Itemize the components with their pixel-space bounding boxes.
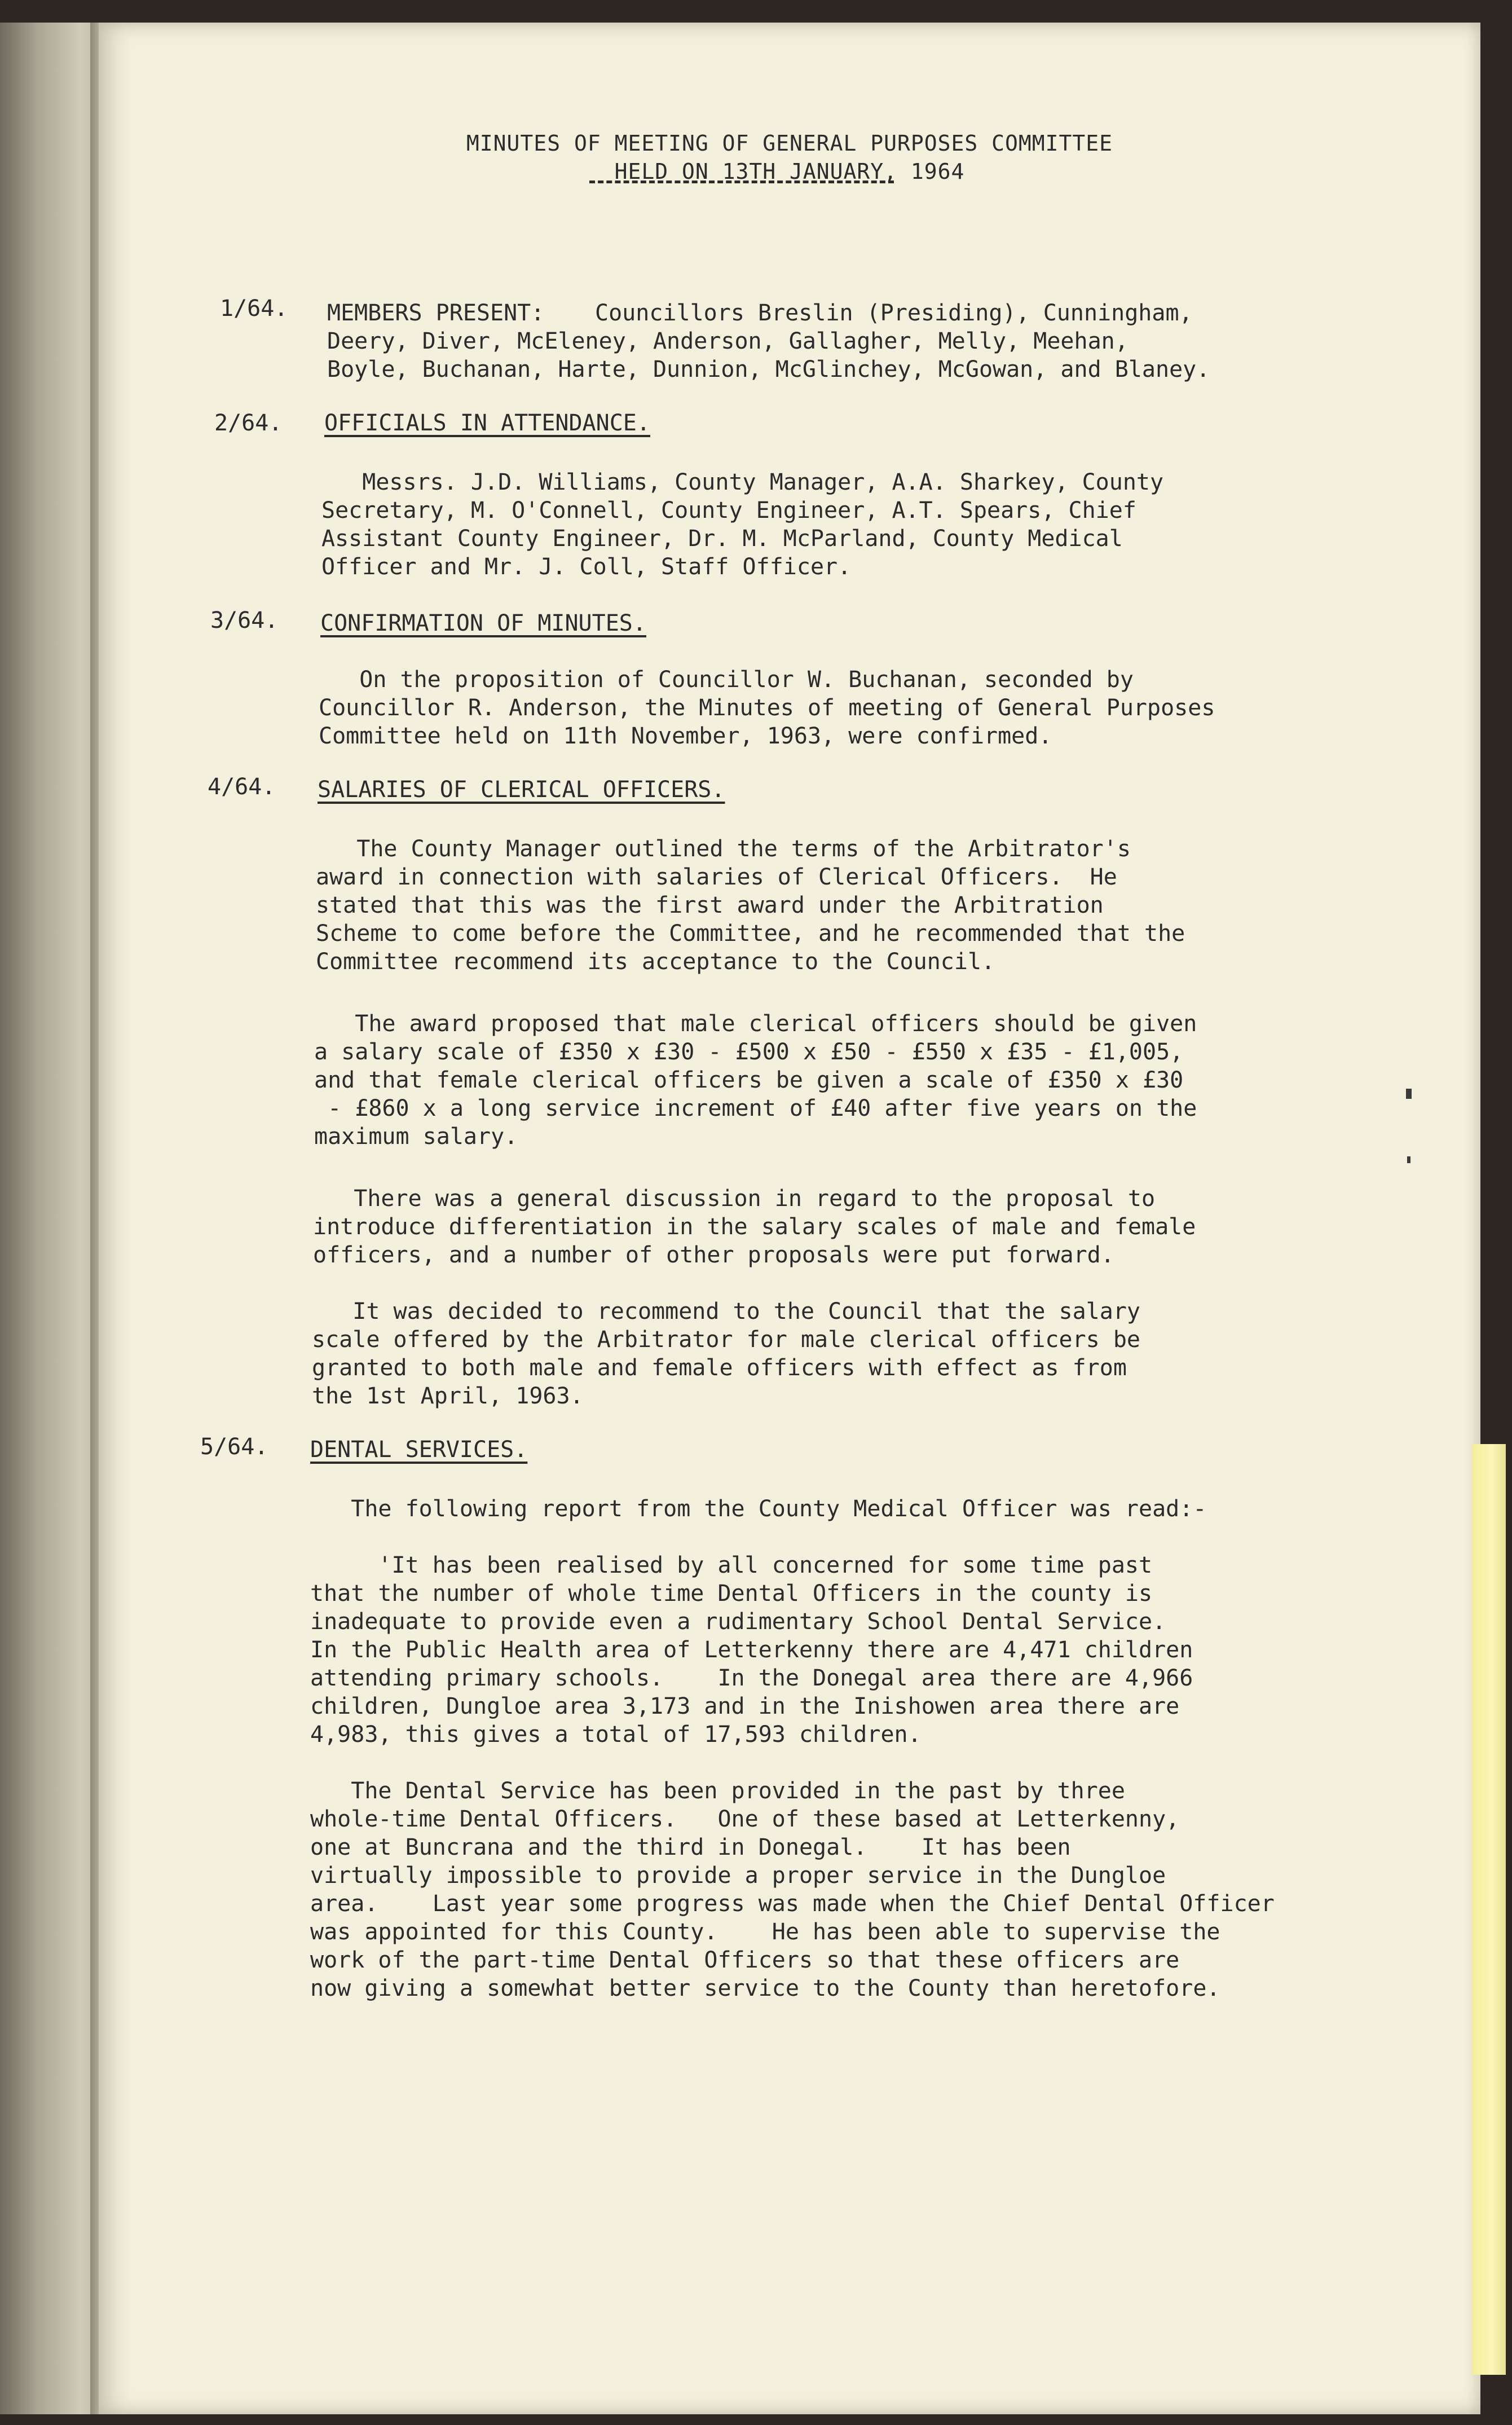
paragraph: The award proposed that male clerical officers should be given a salary scale of £350 x £30 - £500 x £50 - £550 x £35 - £1,005, and that female clerical officers be given a scale of £350 x £30 - £860 x a long service increment of £40 after five years on the maximum salary.: [314, 1011, 1197, 1150]
paragraph: The Dental Service has been provided in the past by three whole-time Dental Officers. One of these based at Letterkenny, one at Buncrana and the third in Donegal. It has been virtually impossible to provide a proper service in the Dungloe area. Last year some progress was made when the Chief Dental Officer was appointed for this County. He has been able to supervise the work of the part-time Dental Officers so that these officers are now giving a somewhat better service to the County than heretofore.: [310, 1778, 1275, 2001]
item-number: 4/64.: [208, 774, 276, 800]
title-divider: [589, 181, 894, 183]
paragraph: There was a general discussion in regard to the proposal to introduce differentiation in the salary scales of male and female officers, and a number of other proposals were put forward.: [313, 1186, 1196, 1268]
page-content: [99, 23, 1480, 2414]
item-heading: DENTAL SERVICES.: [310, 1437, 528, 1463]
item-heading: SALARIES OF CLERICAL OFFICERS.: [318, 777, 725, 803]
paragraph: It was decided to recommend to the Council that the salary scale offered by the Arbitrator for male clerical officers be granted to both male and female officers with effect as from the 1st April, 1963.: [312, 1299, 1141, 1409]
paragraph: 'It has been realised by all concerned for some time past that the number of whole time Dental Officers in the county is inadequate to provide even a rudimentary School Dental Service. In the Public Health area of Letterkenny there are 4,471 children attending primary schools. In the Donegal area there are 4,966 children, Dungloe area 3,173 and in the Inishowen area there are 4,983, this gives a total of 17,593 children.: [310, 1552, 1193, 1748]
item-number: 3/64.: [210, 608, 279, 633]
paragraph: The following report from the County Medical Officer was read:-: [310, 1496, 1207, 1522]
title-line-2: HELD ON 13TH JANUARY, 1964: [614, 159, 965, 184]
yellow-page-tab: [1472, 1444, 1506, 2375]
item-heading: MEMBERS PRESENT:: [327, 300, 545, 326]
item-number: 2/64.: [214, 410, 283, 436]
paragraph: The County Manager outlined the terms of the Arbitrator's award in connection with salaries of Clerical Officers. He stated that this was the first award under the Arbitration Scheme to come before the Committee, and he recommended that the Committee recommend its acceptance to the Council.: [316, 836, 1185, 975]
item-number: 5/64.: [200, 1434, 268, 1460]
item-number: 1/64.: [220, 296, 288, 322]
item-heading: OFFICIALS IN ATTENDANCE.: [324, 410, 650, 436]
item-text-rest: Deery, Diver, McEleney, Anderson, Gallagher, Melly, Meehan, Boyle, Buchanan, Harte, Dunnion, McGlinchey, McGowan, and Blaney.: [327, 328, 1210, 382]
document-page: [99, 23, 1480, 2414]
item-text-line1: Councillors Breslin (Presiding), Cunningham,: [595, 300, 1193, 326]
title-line-1: MINUTES OF MEETING OF GENERAL PURPOSES COMMITTEE: [466, 131, 1113, 156]
margin-mark: [1407, 1156, 1410, 1163]
item-text: Messrs. J.D. Williams, County Manager, A.A. Sharkey, County Secretary, M. O'Connell, County Engineer, A.T. Spears, Chief Assistant County Engineer, Dr. M. McParland, County Medical Officer and Mr. J. Coll, Staff Officer.: [321, 469, 1164, 580]
item-text: On the proposition of Councillor W. Buchanan, seconded by Councillor R. Anderson, the Minutes of meeting of General Purposes Committee held on 11th November, 1963, were confirmed.: [319, 667, 1215, 749]
item-heading: CONFIRMATION OF MINUTES.: [320, 610, 646, 636]
margin-mark: [1406, 1089, 1412, 1099]
